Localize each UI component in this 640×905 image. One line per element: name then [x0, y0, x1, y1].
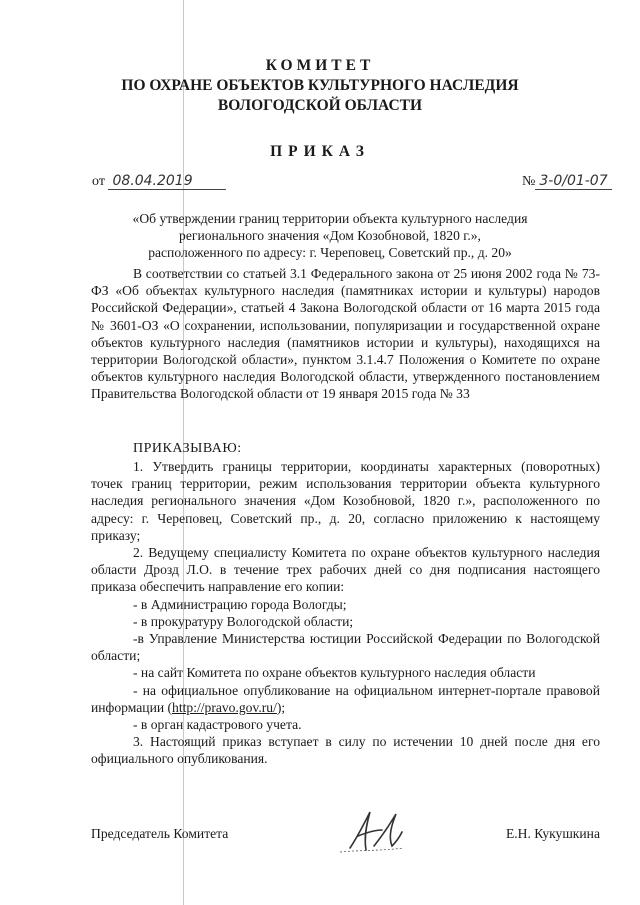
document-type-title: ПРИКАЗ	[270, 143, 370, 160]
number-value: 3-0/01-07	[535, 173, 611, 190]
document-date	[92, 173, 226, 190]
preamble-paragraph: В соответствии со статьей 3.1 Федерального закона от 25 июня 2002 года № 73-ФЗ «Об объектах культурного наследия (памятниках истории и культуры) народов Российской Федерации», статьей 4 Закона Вологодской области от 16 марта 2015 года № 3601-ОЗ «О сохранении, использовании, популяризации и государственной охране объектов культурного наследия (памятников истории и культуры), находящихся на территории Вологодской области», пунктом 3.1.4.7 Положения о Комитете по охране объектов культурного наследия Вологодской области, утвержденного постановлением Правительства Вологодской области от 19 января 2015 года № 33	[91, 266, 600, 402]
document-subject	[100, 210, 560, 261]
order-item-3: 3. Настоящий приказ вступает в силу по истечении 10 дней после дня его официального опубликования.	[91, 734, 600, 767]
order-subitem: - в прокуратуру Вологодской области;	[133, 613, 354, 629]
subject-line: «Об утверждении границ территории объекта культурного наследия	[132, 211, 528, 226]
order-subitem: - в Администрацию города Вологды;	[133, 596, 347, 612]
command-heading: ПРИКАЗЫВАЮ:	[133, 441, 242, 456]
subitem-text: );	[276, 699, 286, 715]
date-value: 08.04.2019	[108, 173, 226, 190]
order-subitem	[91, 682, 600, 716]
order-subitem: - в орган кадастрового учета.	[133, 717, 302, 733]
document-header	[0, 56, 640, 116]
handwritten-signature	[330, 806, 410, 856]
signer-role: Председатель Комитета	[91, 826, 229, 841]
order-subitem: -в Управление Министерства юстиции Российской Федерации по Вологодской области;	[91, 631, 600, 664]
order-item-1: 1. Утвердить границы территории, координаты характерных (поворотных) точек границ территории, режим использования территории объекта культурного наследия регионального значения «Дом Козобновой, 1820 г.», расположенного по адресу: г. Череповец, Советский пр., д. 20, согласно приложению к настоящему приказу;	[91, 459, 600, 543]
signer-name: Е.Н. Кукушкина	[505, 826, 600, 841]
document-number	[522, 173, 612, 190]
subject-line: расположенного по адресу: г. Череповец, Советский пр., д. 20»	[148, 245, 512, 260]
order-subitem: - на сайт Комитета по охране объектов культурного наследия области	[133, 665, 536, 681]
date-prefix: от	[92, 174, 105, 189]
order-item-2: 2. Ведущему специалисту Комитета по охране объектов культурного наследия области Дрозд Л.О. в течение трех рабочих дней со дня подписания настоящего приказа обеспечить направление его копии:	[91, 545, 600, 595]
header-region: ВОЛОГОДСКОЙ ОБЛАСТИ	[217, 97, 423, 114]
header-committee: КОМИТЕТ	[265, 57, 375, 74]
document-preamble	[91, 265, 600, 403]
subject-line: регионального значения «Дом Козобновой, 1820 г.»,	[179, 228, 481, 243]
pravo-link[interactable]: http://pravo.gov.ru/	[172, 699, 277, 715]
number-prefix: №	[522, 174, 536, 189]
subitem-text: - на официальное опубликование на официальном интернет-портале правовой информации (	[91, 682, 600, 715]
header-committee-purpose: ПО ОХРАНЕ ОБЪЕКТОВ КУЛЬТУРНОГО НАСЛЕДИЯ	[121, 77, 519, 94]
order-items	[91, 458, 600, 768]
